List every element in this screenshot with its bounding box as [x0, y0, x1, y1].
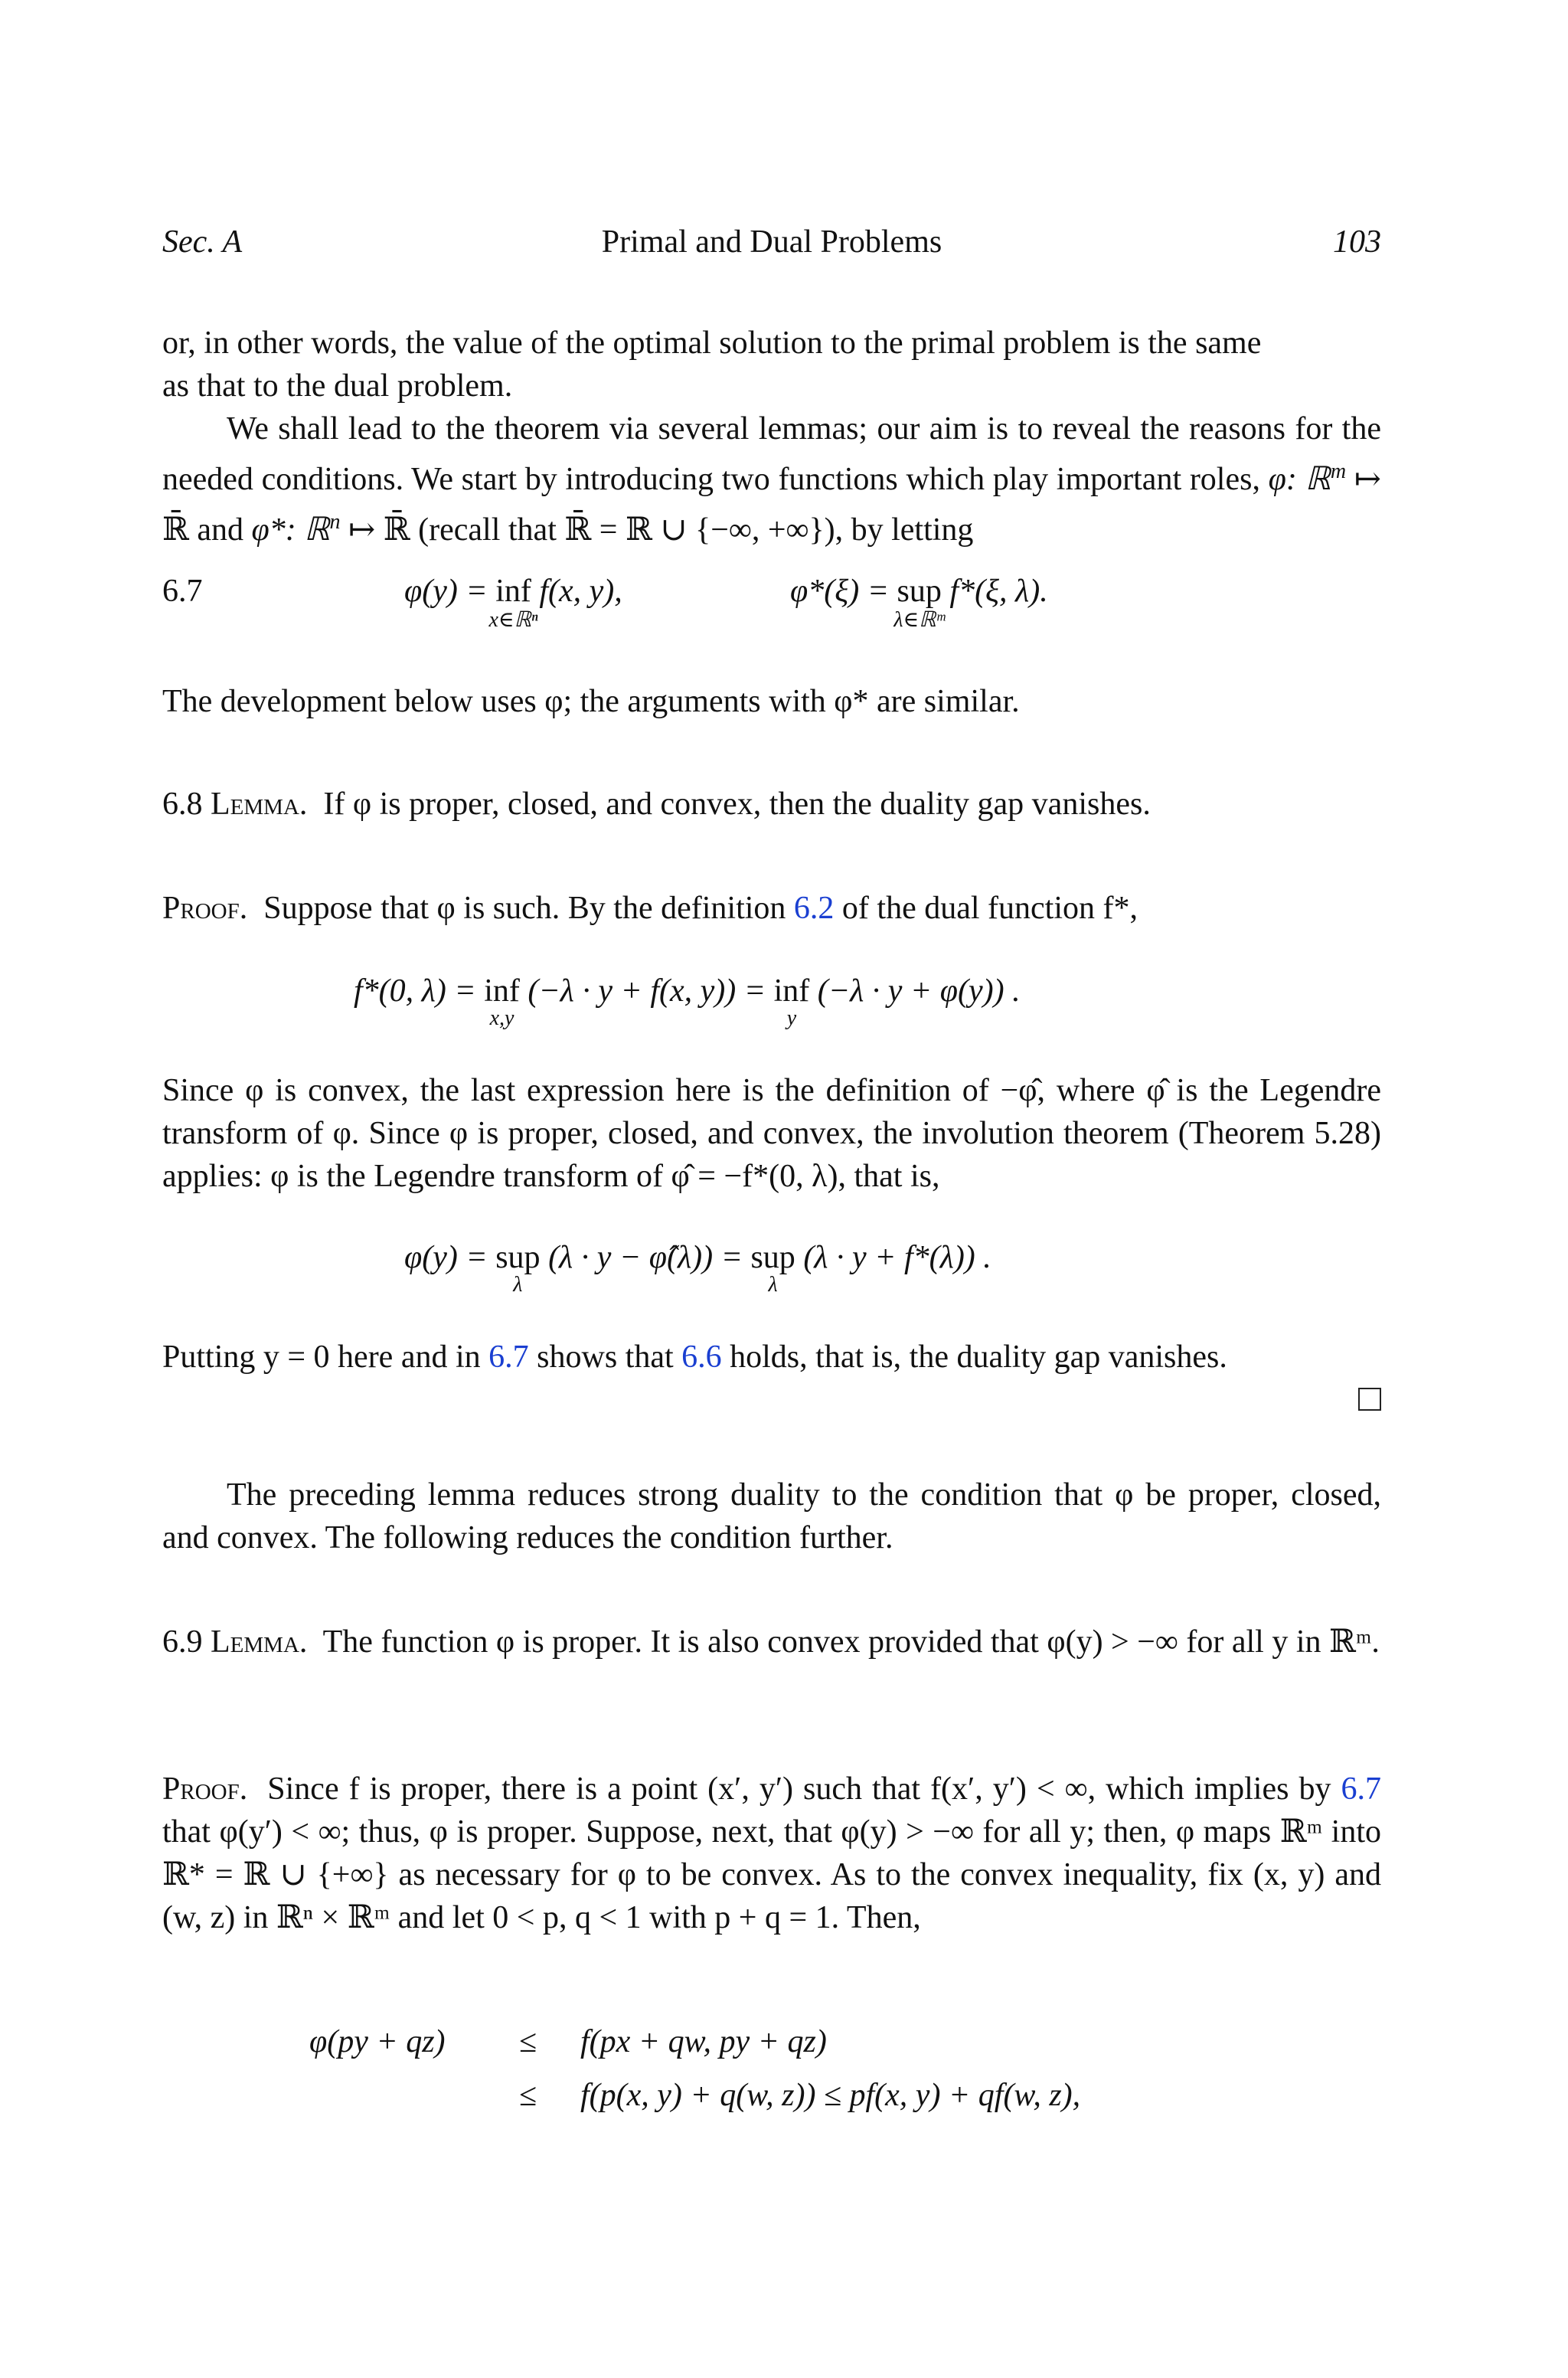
phi-def: φ: ℝ — [1268, 462, 1331, 497]
ref-link-6-7[interactable]: 6.7 — [488, 1339, 529, 1375]
sup-m: m — [1330, 460, 1347, 483]
paragraph-preceding: The preceding lemma reduces strong duality to the condition that φ be proper, closed, and convex. The following reduces the condition further. — [162, 1477, 1381, 1555]
section-label: Sec. A — [162, 224, 243, 260]
paragraph-legendre: Since φ is convex, the last expression here is the definition of −φ̂, where φ̂ is the Legendre transform of φ. Since φ is proper, closed, and convex, the involution theorem (Theorem 5.28) applies: φ is the Legendre transform of φ̂ = −f*(0, λ), that is, — [162, 1073, 1381, 1194]
lemma-statement: The function φ is proper. It is also convex provided that φ(y) > −∞ for all y in ℝᵐ. — [322, 1624, 1380, 1660]
aligned-lhs: φ(py + qz) — [309, 2024, 446, 2059]
para1-line2: as that to the dual problem. — [162, 368, 513, 404]
lemma-statement: If φ is proper, closed, and convex, then the duality gap vanishes. — [323, 787, 1151, 822]
inf-operator: inf x,y — [484, 973, 520, 1030]
proof-label: Proof. — [162, 891, 248, 926]
chapter-title: Primal and Dual Problems — [601, 224, 942, 260]
sup-n: n — [329, 510, 341, 534]
lemma-heading: Lemma — [211, 1624, 299, 1660]
para2-text: We shall lead to the theorem via several lemmas; our aim is to reveal the reasons for the needed conditions. We start by introducing two functions which play important roles, — [162, 411, 1381, 497]
aligned-rel-2: ≤ — [519, 2078, 537, 2113]
proof-label: Proof. — [162, 1771, 248, 1807]
equation-label: 6.7 — [162, 574, 203, 609]
phistar-def: φ*: ℝ — [251, 512, 330, 548]
paragraph-intro — [162, 407, 1381, 551]
equation-6-7 — [162, 573, 1381, 649]
ref-link-6-7[interactable]: 6.7 — [1341, 1771, 1382, 1807]
running-header — [162, 224, 1381, 267]
aligned-rhs-1: f(px + qw, py + qz) — [580, 2024, 827, 2059]
sup-operator: sup λ — [495, 1240, 541, 1297]
sup-operator: sup λ∈ℝᵐ — [893, 574, 946, 632]
equation-fstar: f*(0, λ) = inf x,y (−λ · y + f(x, y)) = inf y (−λ · y + φ(y)) . — [354, 973, 1021, 1030]
proof-6-8: Proof. Suppose that φ is such. By the definition 6.2 of the dual function f*, — [162, 891, 1138, 926]
inf-operator: inf x∈ℝⁿ — [488, 574, 538, 632]
mapsto-2: ↦ ℝ̄ (recall that ℝ̄ = ℝ ∪ {−∞, +∞}), by letting — [340, 512, 974, 548]
phistar-definition: φ*(ξ) = sup λ∈ℝᵐ f*(ξ, λ). — [790, 574, 1048, 632]
page-number: 103 — [1333, 224, 1381, 260]
paragraph-development: The development below uses φ; the arguments with φ* are similar. — [162, 684, 1020, 719]
lemma-heading: Lemma — [211, 787, 299, 822]
phi-definition: φ(y) = inf x∈ℝⁿ f(x, y), — [404, 574, 622, 632]
ref-link-6-6[interactable]: 6.6 — [681, 1339, 722, 1375]
paragraph-continuation — [162, 322, 1381, 407]
lemma-6-9: 6.9 Lemma. The function φ is proper. It is also convex provided that φ(y) > −∞ for all y in ℝᵐ. — [162, 1624, 1380, 1660]
inf-operator: inf y — [773, 973, 810, 1030]
lemma-number: 6.8 — [162, 787, 203, 822]
equation-phi-sup: φ(y) = sup λ (λ · y − φ̂(λ)) = sup λ (λ · y + f*(λ)) . — [404, 1240, 991, 1297]
lemma-6-8: 6.8 Lemma. If φ is proper, closed, and convex, then the duality gap vanishes. — [162, 787, 1151, 822]
paragraph-putting: Putting y = 0 here and in 6.7 shows that 6.6 holds, that is, the duality gap vanishes. — [162, 1339, 1227, 1375]
mapsto-1: ↦ ℝ̄ and — [162, 462, 1381, 548]
sup-operator: sup λ — [750, 1240, 795, 1297]
lemma-number: 6.9 — [162, 1624, 203, 1660]
para1-line1: or, in other words, the value of the optimal solution to the primal problem is the same — [162, 325, 1262, 361]
ref-link-6-2[interactable]: 6.2 — [793, 891, 835, 926]
aligned-rel-1: ≤ — [519, 2024, 537, 2059]
qed-box-icon — [1358, 1388, 1381, 1411]
aligned-rhs-2: f(p(x, y) + q(w, z)) ≤ pf(x, y) + qf(w, z), — [580, 2078, 1081, 2113]
proof-6-9: Proof. Since f is proper, there is a point (x′, y′) such that f(x′, y′) < ∞, which implies by 6.7 that φ(y′) < ∞; thus, φ is proper. Suppose, next, that φ(y) > −∞ for all y; then, φ maps ℝᵐ into ℝ* = ℝ ∪ {+∞} as necessary for φ to be convex. As to the convex inequality, fix (x, y) and (w, z) in ℝⁿ × ℝᵐ and let 0 < p, q < 1 with p + q = 1. Then, — [162, 1771, 1382, 1935]
